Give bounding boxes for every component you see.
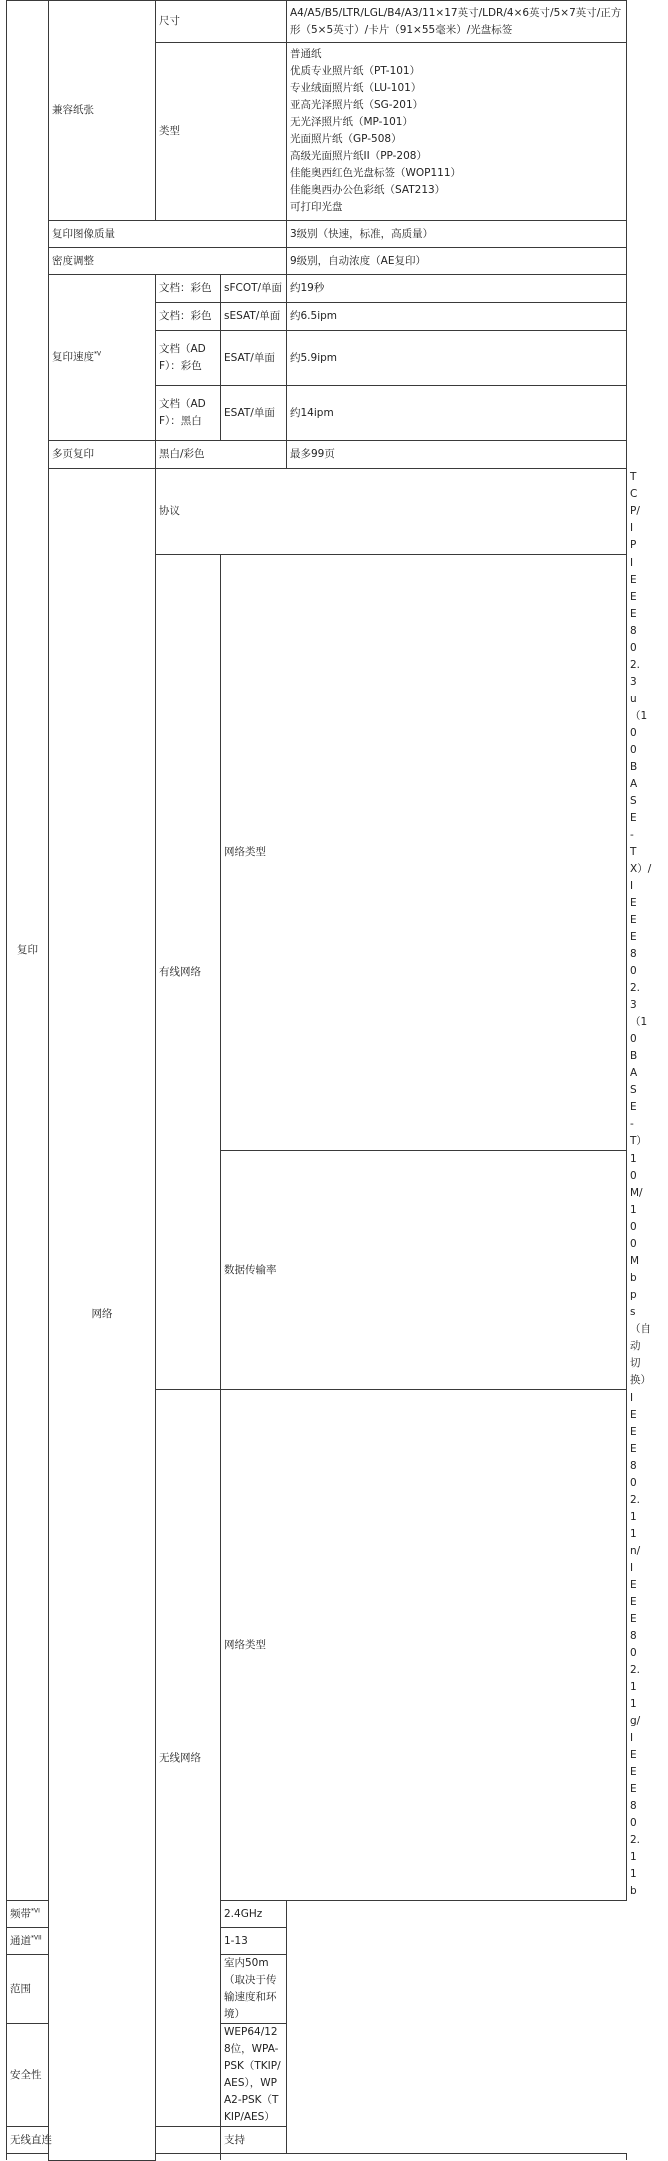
paper-type: 佳能奥西红色光盘标签（WOP111） bbox=[290, 167, 462, 179]
direct-value: 支持 bbox=[221, 2127, 287, 2154]
paper-type: 普通纸 bbox=[290, 48, 322, 60]
wireless-row-value: 1-13 bbox=[221, 1928, 287, 1955]
size-label: 尺寸 bbox=[156, 1, 287, 43]
wireless-row-label: 网络类型 bbox=[221, 1390, 627, 1901]
wireless-row-value: 2.4GHz bbox=[221, 1901, 287, 1928]
speed-doc: 文档：彩色 bbox=[156, 303, 221, 331]
quality-value: 3级别（快速，标准，高质量） bbox=[287, 221, 627, 248]
wired-label: 有线网络 bbox=[156, 555, 221, 1390]
multi-value: 最多99页 bbox=[287, 441, 627, 469]
wireless-row-label: 通道 bbox=[10, 1934, 31, 1947]
cut-cell bbox=[156, 2154, 221, 2161]
wireless-row-label-cell bbox=[7, 1901, 156, 1928]
paper-type: 可打印光盘 bbox=[290, 201, 343, 213]
channel-note: *VII bbox=[31, 1934, 42, 1941]
speed-mode: ESAT/单面 bbox=[221, 331, 287, 386]
wireless-label: 无线网络 bbox=[156, 1390, 221, 2127]
multi-sub: 黑白/彩色 bbox=[156, 441, 287, 469]
speed-mode: ESAT/单面 bbox=[221, 386, 287, 441]
wired-row-label: 网络类型 bbox=[221, 555, 627, 1151]
cut-cell bbox=[7, 2154, 49, 2161]
speed-mode: sFCOT/单面 bbox=[221, 275, 287, 303]
type-values bbox=[287, 43, 627, 221]
type-label: 类型 bbox=[156, 43, 287, 221]
paper-label: 兼容纸张 bbox=[49, 1, 156, 221]
wireless-row-value: WEP64/128位，WPA-PSK（TKIP/AES），WPA2-PSK（TKIP/AES） bbox=[221, 2024, 287, 2127]
paper-type: 光面照片纸（GP-508） bbox=[290, 133, 402, 145]
density-value: 9级别，自动浓度（AE复印） bbox=[287, 248, 627, 275]
wireless-row-label: 安全性 bbox=[7, 2024, 156, 2127]
protocol-label: 协议 bbox=[156, 469, 627, 555]
wired-row-label: 数据传输率 bbox=[221, 1151, 627, 1390]
section-copy: 复印 bbox=[7, 1, 49, 1901]
spec-table: 复印 兼容纸张 尺寸 A4/A5/B5/LTR/LGL/B4/A3/11×17英寸/LDR/4×6英寸/5×7英寸/正方形（5×5英寸）/卡片（91×55毫米）/光盘标签 类型 普通纸 优质专业照片纸（PT-101） 专业绒面照片纸（LU-101） 亚高光泽照片纸（SG-201） 无光泽照片纸（MP-101） 光面照片纸（GP-508） 高级光面照片纸II（PP-208） 佳能奥西红色光盘标签（WOP111） 佳能奥西办公色彩纸（SAT213） 可打印光盘 复印图像质量 3级别（快速，标准，高质量） 密度调整 9级别，自动浓度（AE复印） 复印速度$^{*V}$ 文档：彩色 sFCOT/单面 约19秒 文档：彩色 sESAT/单面 约6.5ipm 文档（ADF）：彩色 ESAT/单面 约5.9ipm 文档（ADF）：黑白 ESAT/单面 约14ipm 多页复印 黑白/彩色 最多99页 网络 协议 TCP/IP 有线网络 网络类型 IEEE802.3u（100BASE-TX）/IEEE802.3（10BASE-T） 数据传输率 10M/100Mbps（自动切换） 无线网络 网络类型 IEEE802.11n/IEEE802.11g/IEEE802.11b 频带$^{*VI}$ 2.4GHz 通道$^{*VII}$ 1-13 范围 室内50m（取决于传输速度和环境） 安全性 WEP64/128位，WPA-PSK（TKIP/AES），WPA2-PSK（TKIP/AES） 无线直连 支持 bbox=[6, 0, 627, 2161]
speed-value: 约14ipm bbox=[287, 386, 627, 441]
speed-value: 约6.5ipm bbox=[287, 303, 627, 331]
band-note: *VI bbox=[31, 1907, 40, 1914]
speed-doc: 文档：彩色 bbox=[156, 275, 221, 303]
size-value: A4/A5/B5/LTR/LGL/B4/A3/11×17英寸/LDR/4×6英寸/5×7英寸/正方形（5×5英寸）/卡片（91×55毫米）/光盘标签 bbox=[287, 1, 627, 43]
wireless-row-value: 室内50m（取决于传输速度和环境） bbox=[221, 1955, 287, 2024]
paper-type: 无光泽照片纸（MP-101） bbox=[290, 116, 413, 128]
speed-label: 复印速度 bbox=[52, 351, 94, 363]
paper-type: 佳能奥西办公色彩纸（SAT213） bbox=[290, 184, 446, 196]
speed-doc: 文档（ADF）：彩色 bbox=[156, 331, 221, 386]
paper-type: 亚高光泽照片纸（SG-201） bbox=[290, 99, 424, 111]
quality-label: 复印图像质量 bbox=[49, 221, 287, 248]
speed-mode: sESAT/单面 bbox=[221, 303, 287, 331]
speed-note: *V bbox=[94, 350, 102, 358]
multi-label: 多页复印 bbox=[49, 441, 156, 469]
section-network: 网络 bbox=[49, 469, 156, 2161]
speed-label-cell bbox=[49, 275, 156, 441]
wireless-row-label: 频带 bbox=[10, 1907, 31, 1920]
direct-label: 无线直连 bbox=[7, 2127, 221, 2154]
speed-value: 约19秒 bbox=[287, 275, 627, 303]
speed-doc: 文档（ADF）：黑白 bbox=[156, 386, 221, 441]
paper-type: 优质专业照片纸（PT-101） bbox=[290, 65, 421, 77]
wireless-row-label: 范围 bbox=[7, 1955, 156, 2024]
cut-cell bbox=[221, 2154, 627, 2161]
wireless-row-label-cell bbox=[7, 1928, 156, 1955]
density-label: 密度调整 bbox=[49, 248, 287, 275]
speed-value: 约5.9ipm bbox=[287, 331, 627, 386]
paper-type: 高级光面照片纸II（PP-208） bbox=[290, 150, 427, 162]
paper-type: 专业绒面照片纸（LU-101） bbox=[290, 82, 422, 94]
